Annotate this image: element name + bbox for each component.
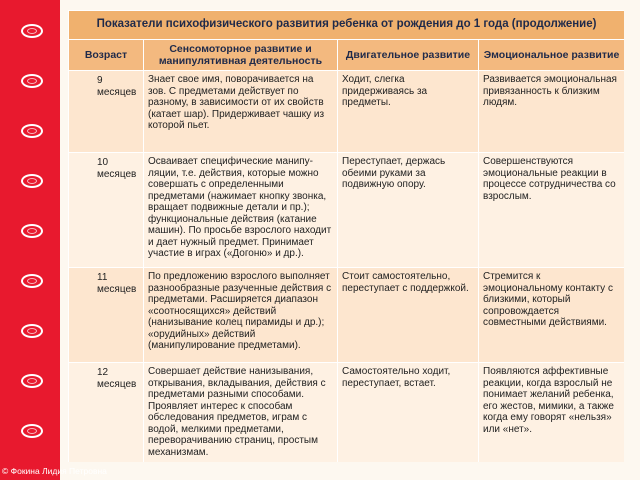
cell-sensory: По предложению взрослого выполняет разнообразные разученные действия с предметами. Расширяется диапазон «соотносящихся» действий (нанизывание колец пирамиды и др.); «орудийных» действий (манипулирование предметами). bbox=[144, 268, 338, 363]
cell-emotional: Стремится к эмоциональному контакту с близкими, который сопровождается совместными действиями. bbox=[479, 268, 625, 363]
table-row bbox=[69, 153, 625, 268]
cell-sensory: Знает свое имя, поворачивается на зов. С предметами действует по разному, в зависимости от их свойств (катает шар). Придерживает чашку из которой пьет. bbox=[144, 71, 338, 153]
cell-emotional: Развивается эмоциональная привязанность к близким людям. bbox=[479, 71, 625, 153]
copyright-text: © Фокина Лидия Петровна bbox=[2, 466, 107, 476]
spiral-ring-icon bbox=[21, 74, 43, 88]
cell-emotional: Появляются аффективные реакции, когда взрослый не понимает желаний ребенка, его жестов, мимики, а также когда ему говорят «нельзя» или «нет». bbox=[479, 363, 625, 463]
spiral-ring-icon bbox=[21, 374, 43, 388]
header-age: Возраст bbox=[69, 40, 144, 71]
spiral-ring-icon bbox=[21, 424, 43, 438]
cell-age: 11 месяцев bbox=[69, 268, 144, 363]
table-row bbox=[69, 363, 625, 463]
header-motor: Двигательное развитие bbox=[338, 40, 479, 71]
cell-motor: Ходит, слегка придерживаясь за предметы. bbox=[338, 71, 479, 153]
development-table-container bbox=[68, 10, 624, 462]
table-row bbox=[69, 71, 625, 153]
cell-motor: Переступает, держась обеими руками за подвижную опору. bbox=[338, 153, 479, 268]
spiral-ring-icon bbox=[21, 124, 43, 138]
table-title: Показатели психофизического развития ребенка от рождения до 1 года (продолжение) bbox=[69, 11, 625, 40]
table-row bbox=[69, 268, 625, 363]
spiral-ring-icon bbox=[21, 24, 43, 38]
cell-age: 10 месяцев bbox=[69, 153, 144, 268]
cell-sensory: Совершает действие нанизывания, открывания, вкладывания, действия с предметами разными способами. Проявляет интерес к способам обследования предметов, играм с водой, мелкими предметами, переворачиванию страниц, простым механизмам. bbox=[144, 363, 338, 463]
notebook-binding bbox=[0, 0, 60, 480]
spiral-ring-icon bbox=[21, 174, 43, 188]
cell-emotional: Совершенствуются эмоциональные реакции в процессе сотрудничества со взрослым. bbox=[479, 153, 625, 268]
spiral-ring-icon bbox=[21, 224, 43, 238]
cell-sensory: Осваивает специфические манипу-ляции, т.е. действия, которые можно совершать с определенными предметами (нажимает кнопку звонка, вращает подвижные детали и пр.); функциональные действия (катание машин). По просьбе взрослого находит и дает нужный предмет. Принимает участие в играх («Догоню» и др.). bbox=[144, 153, 338, 268]
spiral-ring-icon bbox=[21, 324, 43, 338]
cell-age: 9 месяцев bbox=[69, 71, 144, 153]
header-emotional: Эмоциональное развитие bbox=[479, 40, 625, 71]
cell-motor: Стоит самостоятельно, переступает с поддержкой. bbox=[338, 268, 479, 363]
spiral-ring-icon bbox=[21, 274, 43, 288]
development-table bbox=[68, 10, 624, 462]
cell-motor: Самостоятельно ходит, переступает, встает. bbox=[338, 363, 479, 463]
cell-age: 12 месяцев bbox=[69, 363, 144, 463]
header-sensory: Сенсомоторное развитие и манипулятивная деятельность bbox=[144, 40, 338, 71]
